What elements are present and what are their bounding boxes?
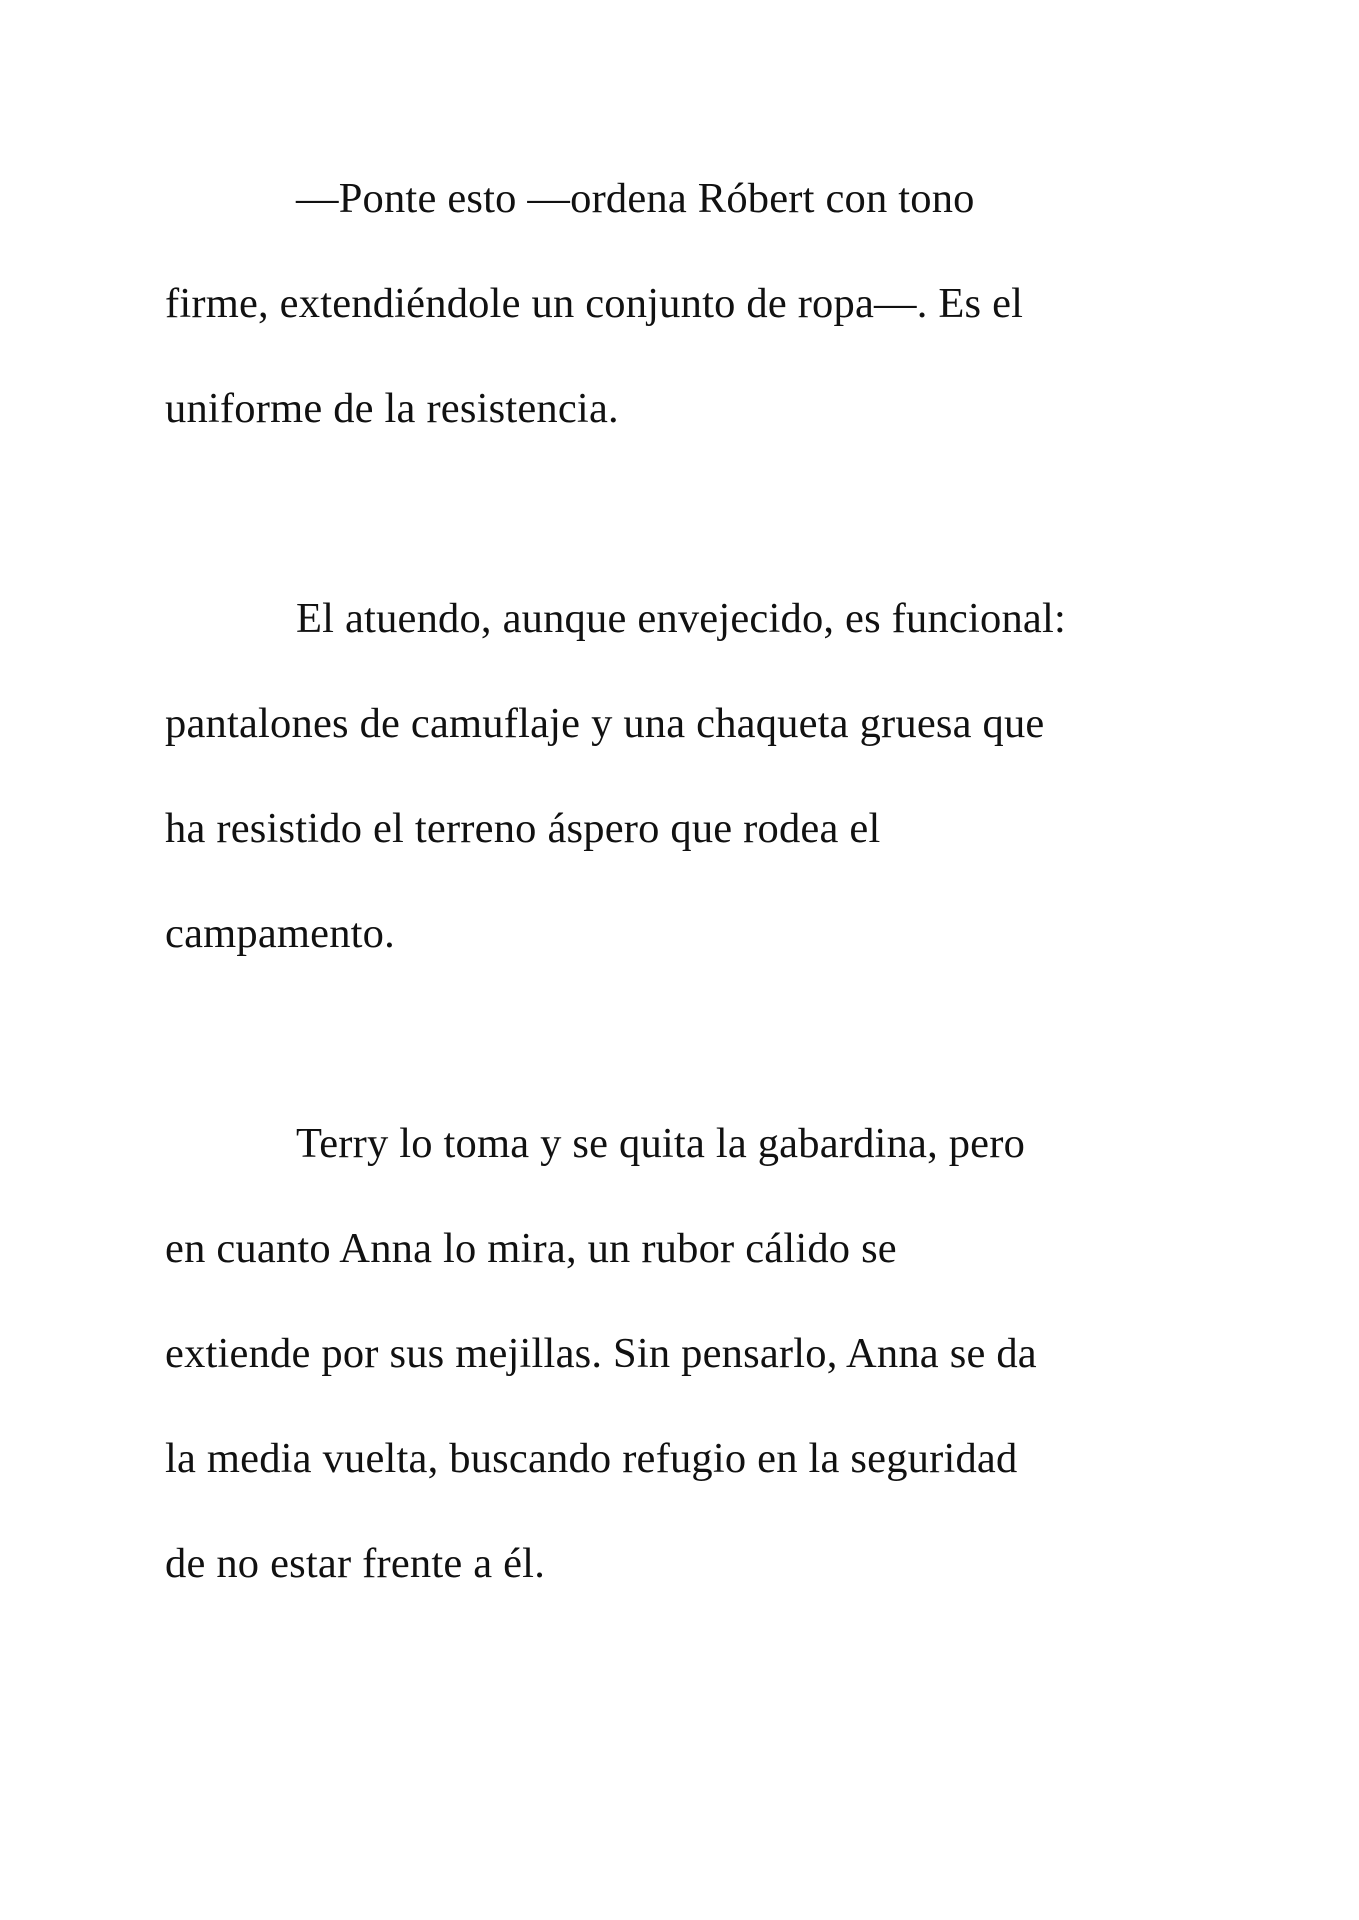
paragraph-1-line-1: —Ponte esto —ordena Róbert con tono bbox=[296, 175, 975, 222]
paragraph-3-line-5: de no estar frente a él. bbox=[165, 1540, 546, 1587]
paragraph-3-line-2: en cuanto Anna lo mira, un rubor cálido se bbox=[165, 1225, 897, 1272]
paragraph-2-line-4: campamento. bbox=[165, 910, 395, 957]
paragraph-2-line-2: pantalones de camuflaje y una chaqueta gruesa que bbox=[165, 700, 1045, 747]
paragraph-2-line-1: El atuendo, aunque envejecido, es funcional: bbox=[296, 595, 1066, 642]
paragraph-1-line-2: firme, extendiéndole un conjunto de ropa—. Es el bbox=[165, 280, 1024, 327]
paragraph-2-line-3: ha resistido el terreno áspero que rodea el bbox=[165, 805, 881, 852]
paragraph-3-line-3: extiende por sus mejillas. Sin pensarlo, Anna se da bbox=[165, 1330, 1037, 1377]
paragraph-1-line-3: uniforme de la resistencia. bbox=[165, 385, 619, 432]
paragraph-3-line-1: Terry lo toma y se quita la gabardina, pero bbox=[296, 1120, 1026, 1167]
paragraph-3-line-4: la media vuelta, buscando refugio en la seguridad bbox=[165, 1435, 1018, 1482]
